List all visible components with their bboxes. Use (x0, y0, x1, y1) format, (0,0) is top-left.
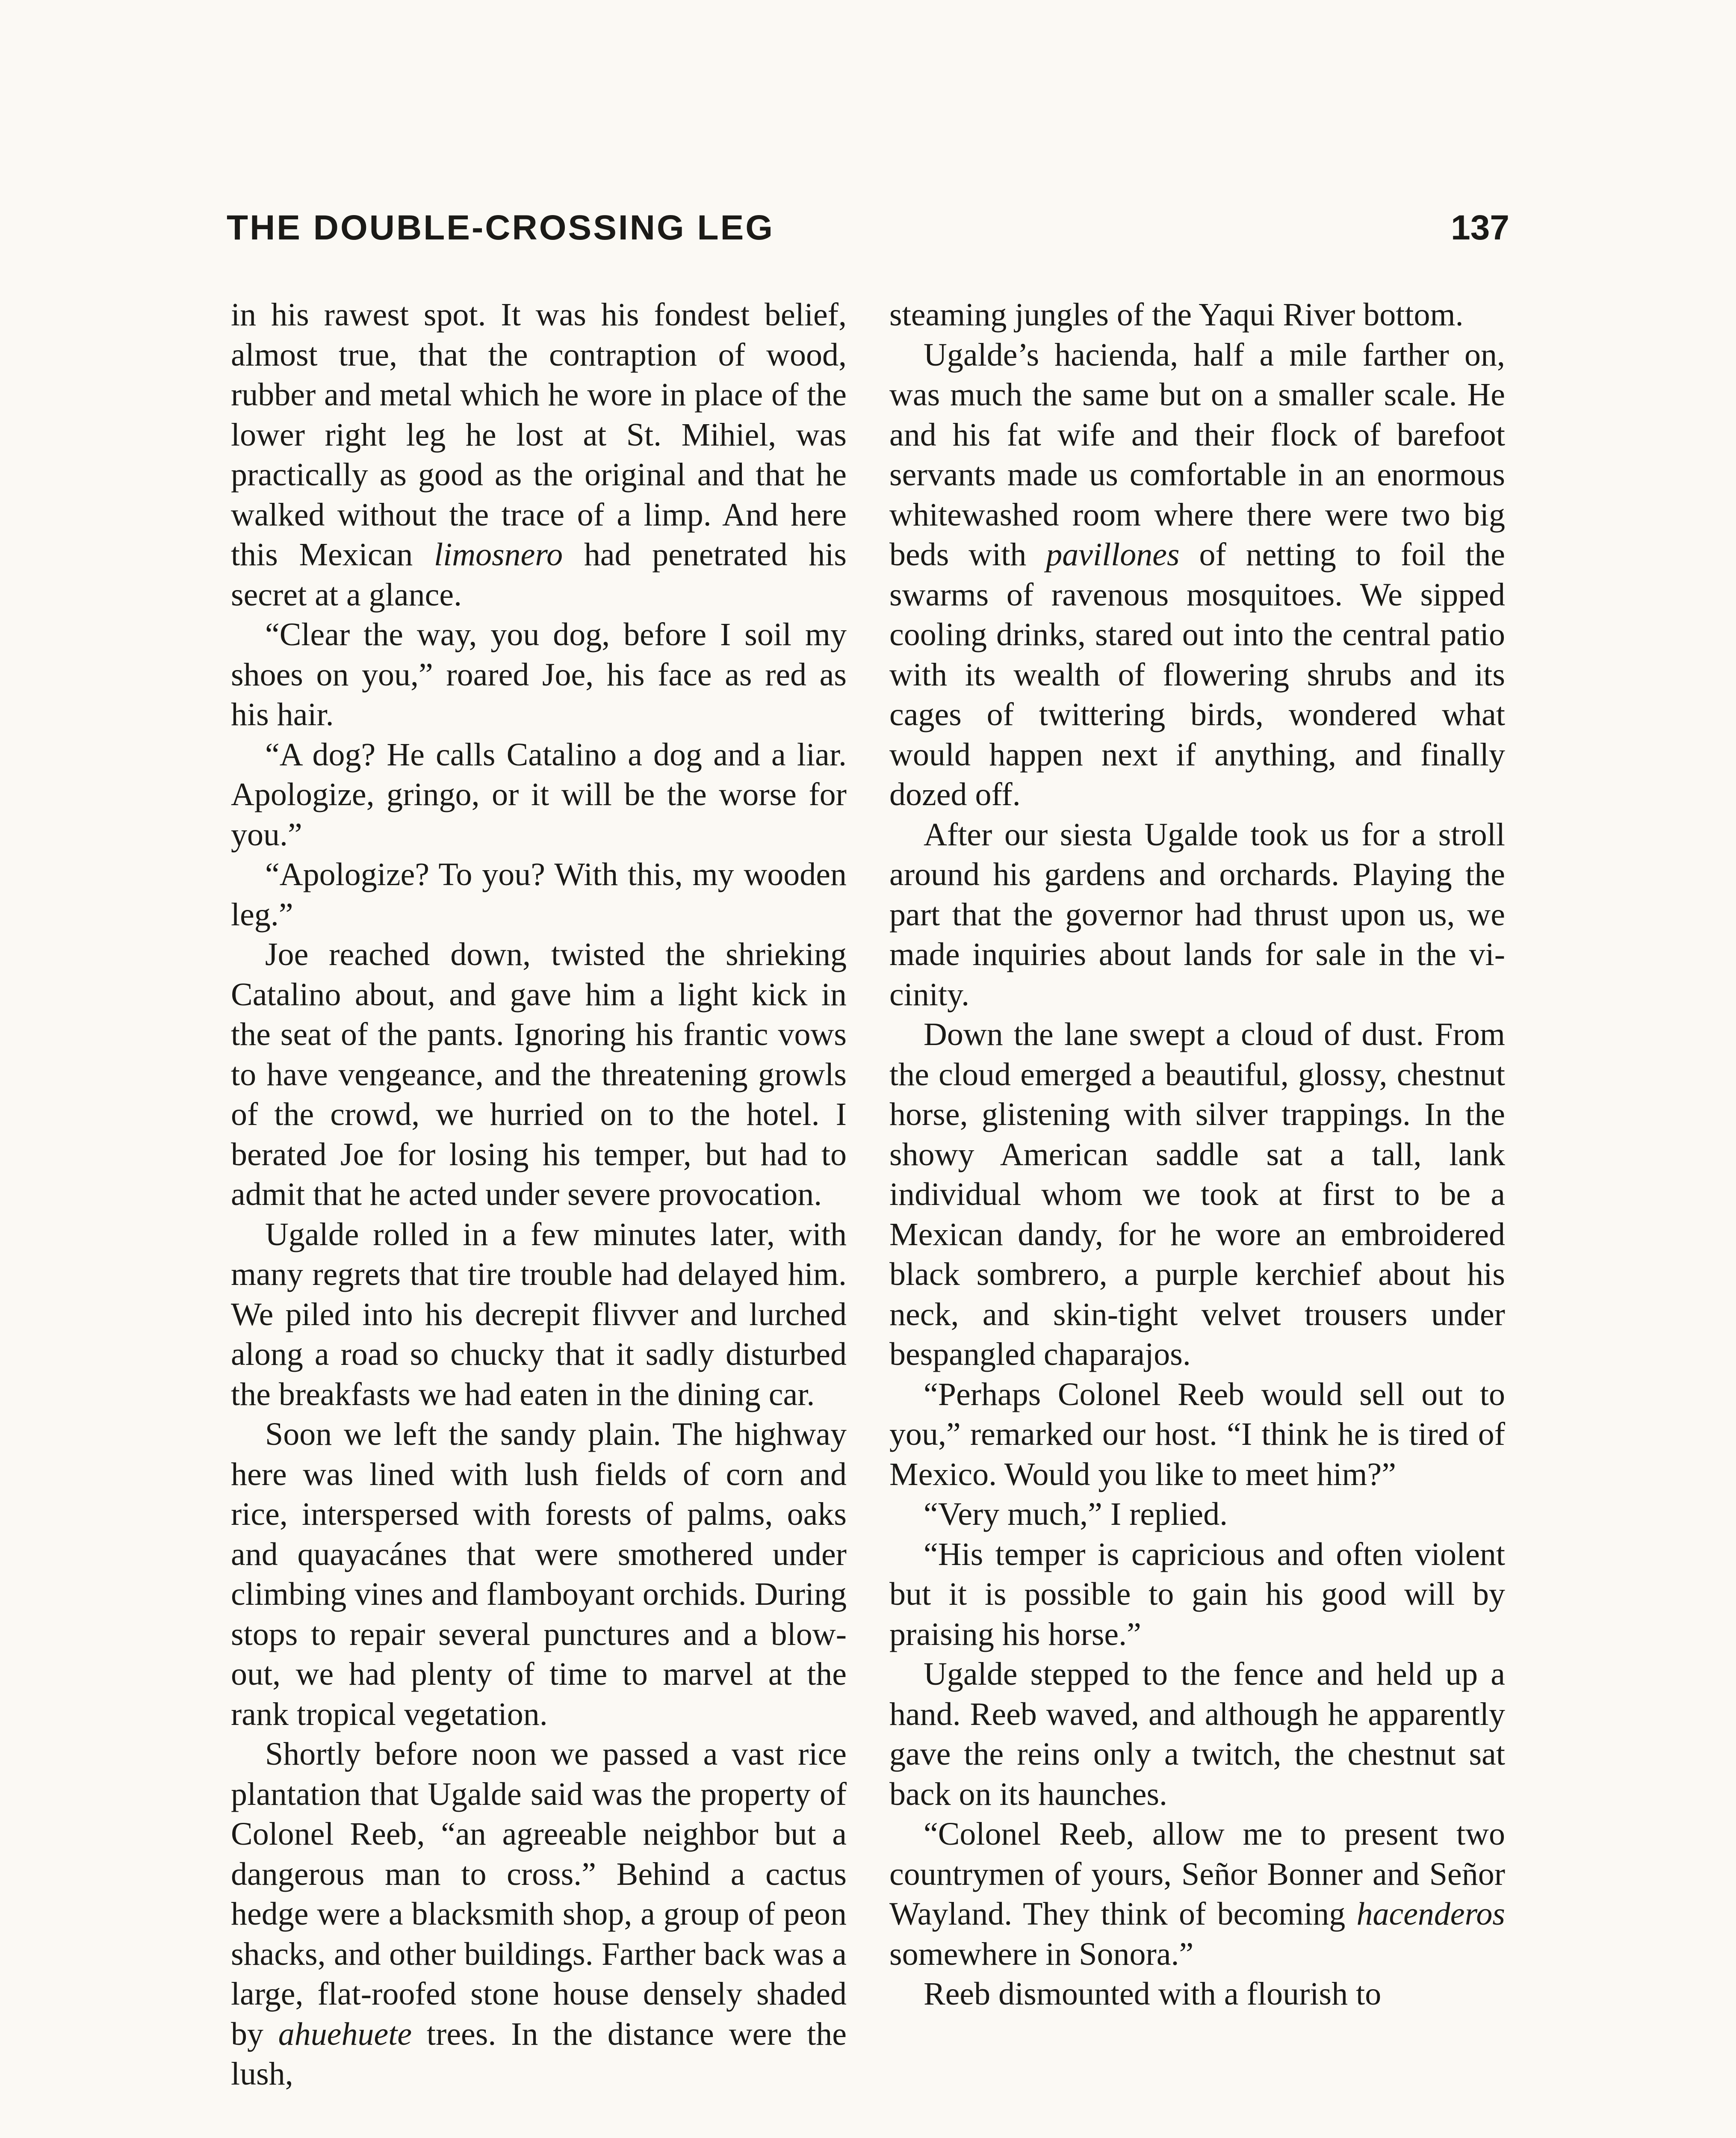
paragraph: Ugalde’s hacienda, half a mile farther on, was much the same but on a smaller scale. He and his fat wife and their flock of barefoot servants made us comfortable in an enormous whitewashed room where there were two big beds with pavillones of netting to foil the swarms of ravenous mosquitoes. We sipped cooling drinks, stared out into the central patio with its wealth of flowering shrubs and its cages of twittering birds, wondered what would happen next if anything, and finally dozed off. (889, 337, 1505, 812)
paragraph: in his rawest spot. It was his fondest belief, almost true, that the contraption of wood, rubber and metal which he wore in place of the lower right leg he lost at St. Mihiel, was practically as good as the original and that he walked without the trace of a limp. And here this Mexican limosnero had penetrated his secret at a glance. (231, 297, 847, 613)
italic-term: pavillones (1046, 537, 1180, 573)
paragraph: “Very much,” I replied. (924, 1496, 1228, 1532)
paragraph: steaming jungles of the Yaqui River bottom. (889, 297, 1464, 333)
page-number: 137 (1451, 208, 1509, 247)
paragraph: “Perhaps Colonel Reeb would sell out to you,” remarked our host. “I think he is tired of Mexico. Would you like to meet him?” (889, 1376, 1505, 1492)
paragraph: Ugalde stepped to the fence and held up a hand. Reeb waved, and although he apparently gave the reins only a twitch, the chestnut sat back on its haunches. (889, 1656, 1505, 1812)
italic-term: hacenderos (1356, 1896, 1505, 1932)
paragraph: “His temper is capricious and often violent but it is possible to gain his good will by praising his horse.” (889, 1536, 1505, 1652)
page-header (227, 204, 1509, 260)
right-column (889, 295, 1505, 2138)
paragraph: Down the lane swept a cloud of dust. From the cloud emerged a beautiful, glossy, chestnut horse, glistening with silver trappings. In the showy American saddle sat a tall, lank individual whom we took at first to be a Mexican dandy, for he wore an embroidered black sombrero, a purple kerchief about his neck, and skin-tight velvet trousers under bespangled chaparajos. (889, 1016, 1505, 1372)
paragraph: Joe reached down, twisted the shrieking Catalino about, and gave him a light kick in the seat of the pants. Ignoring his frantic vows to have vengeance, and the threatening growls of the crowd, we hurried on to the hotel. I berated Joe for losing his temper, but had to admit that he acted under severe provocation. (231, 936, 847, 1212)
paragraph: “Clear the way, you dog, before I soil my shoes on you,” roared Joe, his face as red as his hair. (231, 617, 847, 732)
paragraph: After our siesta Ugalde took us for a stroll around his gardens and orchards. Playing the part that the governor had thrust upon us, we made inquiries about lands for sale in the vicinity. (889, 816, 1505, 1013)
paragraph: Soon we left the sandy plain. The highway here was lined with lush fields of corn and rice, interspersed with forests of palms, oaks and quayacánes that were smothered under climbing vines and flamboyant orchids. During stops to repair several punctures and a blowout, we had plenty of time to marvel at the rank tropical vegetation. (231, 1416, 847, 1732)
paragraph: Shortly before noon we passed a vast rice plantation that Ugalde said was the property of Colonel Reeb, “an agreeable neighbor but a dangerous man to cross.” Behind a cactus hedge were a blacksmith shop, a group of peon shacks, and other buildings. Farther back was a large, flat-roofed stone house densely shaded by ahuehuete trees. In the distance were the lush, (231, 1736, 847, 2092)
left-column (231, 295, 847, 2138)
paragraph: Reeb dismounted with a flourish to (924, 1976, 1382, 2012)
paragraph: “A dog? He calls Catalino a dog and a liar. Apologize, gringo, or it will be the worse for you.” (231, 736, 847, 853)
paragraph: Ugalde rolled in a few minutes later, with many regrets that tire trouble had delayed him. We piled into his decrepit flivver and lurched along a road so chucky that it sadly disturbed the breakfasts we had eaten in the dining car. (231, 1216, 847, 1412)
running-title: THE DOUBLE-CROSSING LEG (227, 208, 775, 247)
paragraph: “Apologize? To you? With this, my wooden leg.” (231, 856, 847, 933)
paragraph: “Colonel Reeb, allow me to present two countrymen of yours, Señor Bonner and Señor Wayland. They think of becoming hacenderos somewhere in Sonora.” (889, 1816, 1505, 1972)
italic-term: limosnero (434, 537, 563, 573)
italic-term: ahuehuete (278, 2016, 412, 2052)
